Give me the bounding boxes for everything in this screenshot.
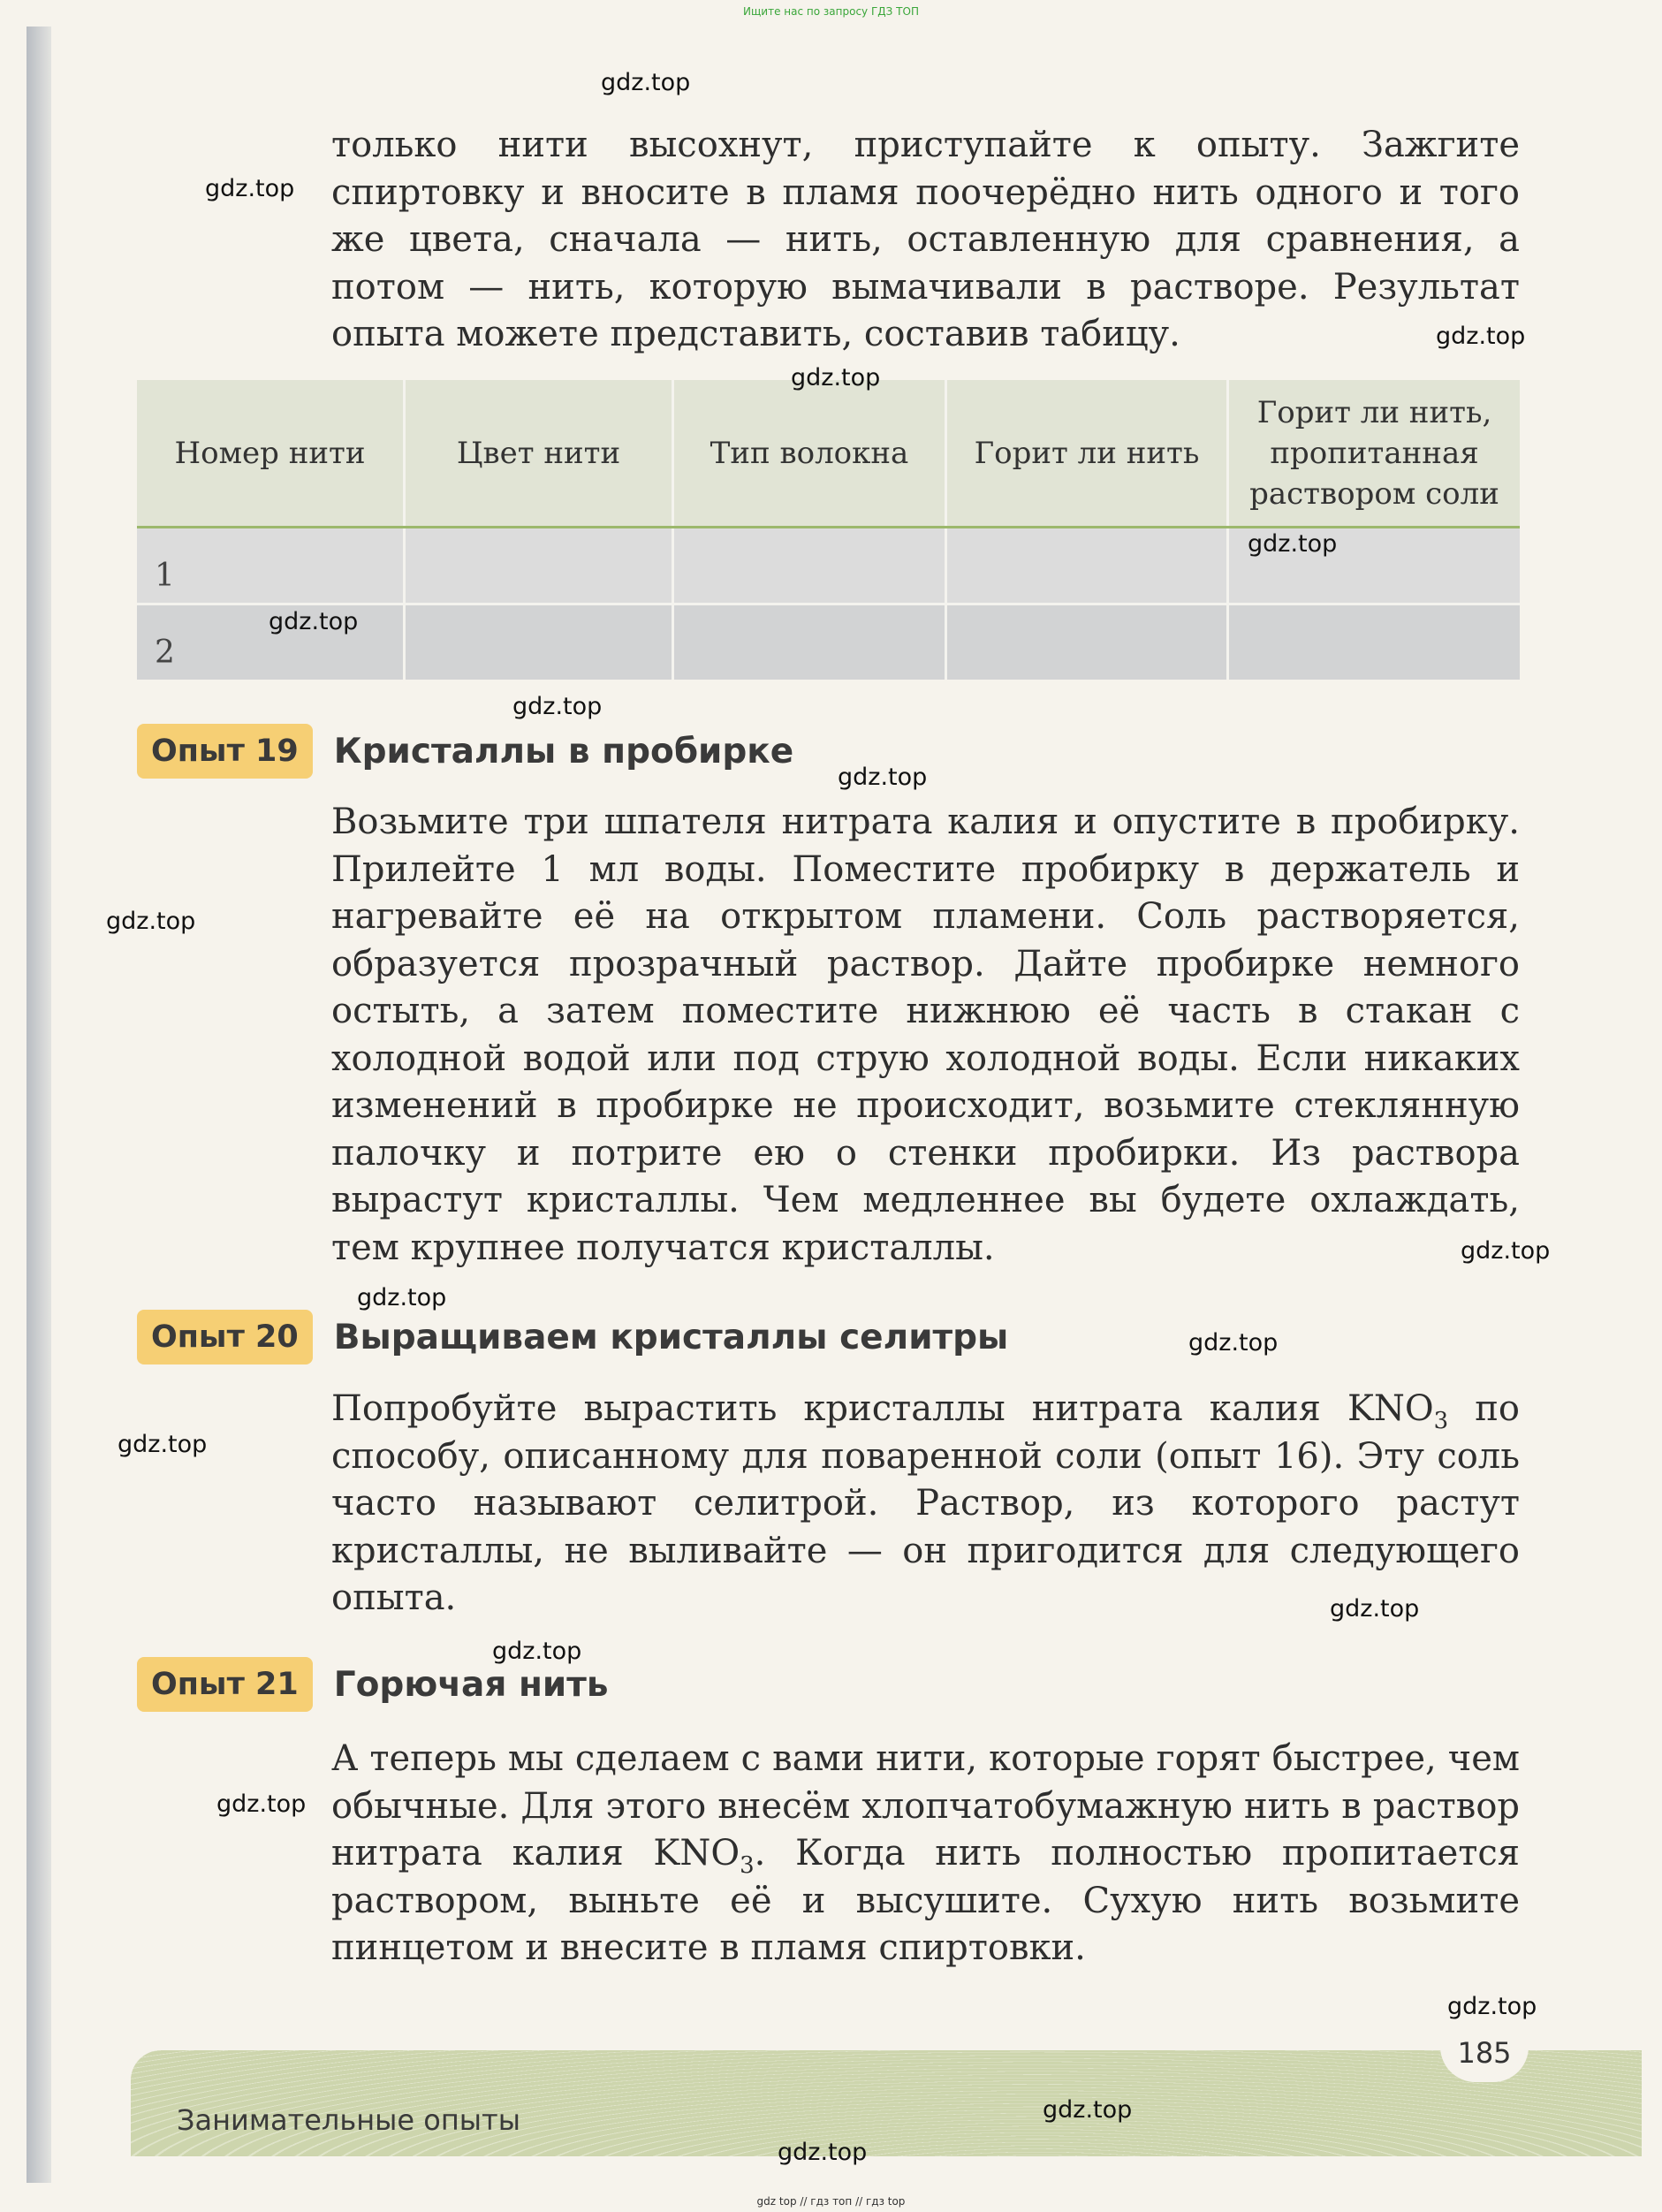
- experiment-20-heading: [137, 1310, 1008, 1364]
- table-cell: 2: [137, 604, 405, 680]
- experiment-title: Выращиваем кристаллы селитры: [333, 1317, 1009, 1357]
- watermark: gdz.top: [1043, 2096, 1133, 2124]
- table-header: Цвет нити: [405, 380, 673, 528]
- top-banner: Ищите нас по запросу ГДЗ ТОП: [743, 5, 919, 18]
- watermark: gdz.top: [106, 908, 196, 935]
- watermark: gdz.top: [269, 608, 359, 635]
- table-header: Тип волокна: [673, 380, 946, 528]
- table-header: Горит ли нить, пропитанная раствором соли: [1228, 380, 1521, 528]
- text-part: А теперь мы сделаем с вами нити, которые горят быстрее, чем обычные. Для этого внесём хлопчатобумажную нить в раствор нитрата калия KNO: [331, 1738, 1520, 1874]
- experiment-badge: Опыт 19: [137, 724, 313, 779]
- text-part: . Когда нить полностью пропитается раствором, выньте её и высушите. Сухую нить возьмите пинцетом и внесите в пламя спиртовки.: [331, 1833, 1521, 1968]
- experiment-title: Кристаллы в пробирке: [333, 731, 794, 772]
- watermark: gdz.top: [216, 1790, 307, 1818]
- watermark: gdz.top: [205, 175, 295, 202]
- subscript: 3: [1433, 1408, 1449, 1434]
- intro-paragraph: только нити высохнут, приступайте к опыту. Зажгите спиртовку и вносите в пламя поочерёдно нить одного и того же цвета, сначала — нить, оставленную для сравнения, а потом — нить, которую вымачивали в растворе. Результат опыта можете представить, составив табицу.: [331, 125, 1520, 354]
- experiment-21-text: [331, 1736, 1520, 1973]
- experiment-19-heading: [137, 724, 793, 779]
- watermark: gdz.top: [492, 1638, 582, 1665]
- table-cell: [946, 528, 1228, 604]
- bottom-banner: gdz top // гдз топ // гдз top: [756, 2195, 906, 2208]
- page-number: 185: [1440, 2024, 1529, 2082]
- footer-section-label: Занимательные опыты: [177, 2103, 520, 2137]
- watermark: gdz.top: [791, 364, 881, 391]
- experiment-badge: Опыт 21: [137, 1657, 313, 1712]
- text-part: по способу, описанному для поваренной соли (опыт 16). Эту соль часто называют селитрой. Раствор, из которого растут кристаллы, не выливайте — он пригодится для следующего опыта.: [331, 1388, 1520, 1618]
- page-binding-edge: [27, 27, 51, 2183]
- experiment-21-heading: [137, 1657, 609, 1712]
- watermark: gdz.top: [1436, 323, 1526, 350]
- experiment-badge: Опыт 20: [137, 1310, 313, 1364]
- watermark: gdz.top: [838, 764, 928, 791]
- experiment-19-text: Возьмите три шпателя нитрата калия и опустите в пробирку. Прилейте 1 мл воды. Поместите пробирку в держатель и нагревайте её на открытом пламени. Соль растворяется, образуется прозрачный раствор. Дайте пробирке немного остыть, а затем поместите нижнюю её часть в стакан с холодной водой или под струю холодной воды. Если никаких изменений в пробирке не происходит, возьмите стеклянную палочку и потрите ею о стенки пробирки. Из раствора вырастут кристаллы. Чем медленнее вы будете охлаждать, тем крупнее получатся кристаллы.: [331, 802, 1520, 1268]
- watermark: gdz.top: [778, 2139, 868, 2166]
- text-part: Попробуйте вырастить кристаллы нитрата калия KNO: [331, 1388, 1434, 1429]
- experiment-20-text: [331, 1386, 1520, 1623]
- watermark: gdz.top: [1248, 530, 1338, 558]
- table-cell: [405, 604, 673, 680]
- watermark: gdz.top: [118, 1431, 208, 1458]
- table-header: Номер нити: [137, 380, 405, 528]
- watermark: gdz.top: [1330, 1595, 1420, 1623]
- table-cell: [946, 604, 1228, 680]
- watermark: gdz.top: [601, 69, 691, 96]
- watermark: gdz.top: [1447, 1993, 1537, 2020]
- table-cell: [405, 528, 673, 604]
- watermark: gdz.top: [1461, 1237, 1551, 1265]
- table-header: Горит ли нить: [946, 380, 1228, 528]
- watermark: gdz.top: [512, 693, 603, 720]
- watermark: gdz.top: [357, 1284, 447, 1311]
- table-cell: [673, 528, 946, 604]
- experiment-title: Горючая нить: [333, 1664, 609, 1705]
- table-cell: [673, 604, 946, 680]
- table-cell: 1: [137, 528, 405, 604]
- table-cell: [1228, 604, 1521, 680]
- subscript: 3: [740, 1852, 755, 1879]
- watermark: gdz.top: [1188, 1329, 1279, 1357]
